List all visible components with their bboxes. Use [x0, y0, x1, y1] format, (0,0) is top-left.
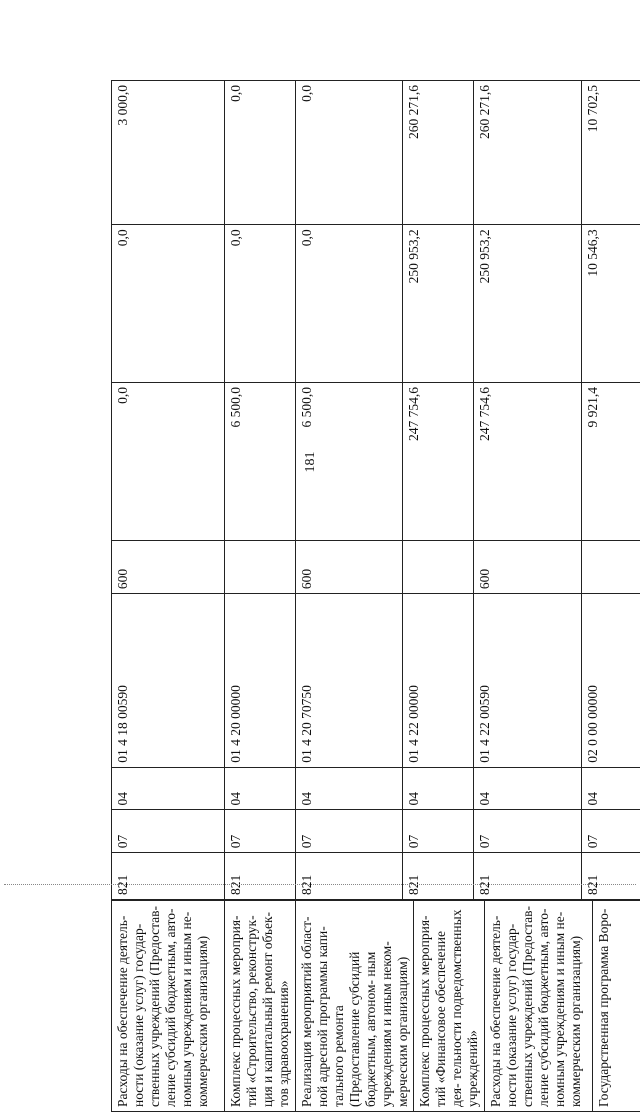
amount-year2-cell: 10 546,3	[582, 225, 640, 383]
target-article-cell: 01 4 20 00000	[225, 594, 296, 768]
target-article-cell: 01 4 22 00000	[403, 594, 474, 768]
amount-year2-cell: 250 953,2	[474, 225, 582, 383]
amount-year1-cell: 0,0	[112, 383, 225, 541]
grbs-cell: 821	[225, 853, 296, 900]
subsection-cell: 04	[296, 767, 403, 810]
expense-type-cell	[582, 540, 640, 593]
grbs-cell: 821	[582, 853, 640, 900]
expense-name-cell: Расходы на обеспечение деятель- ности (оказание услуг) государ- ственных учреждений (Предостав- ление субсидий бюджетным, авто- номным учреждениям и иным не- коммерческим организациям)	[485, 901, 593, 1112]
subsection-cell: 04	[582, 767, 640, 810]
subsection-cell: 04	[225, 767, 296, 810]
subsection-cell: 04	[474, 767, 582, 810]
table-row	[474, 81, 582, 900]
expense-name-cell: Реализация мероприятий област- ной адресной программы капи- тального ремонта (Предоставление субсидий бюджетным, автоном- ным учреждениям и иным неком- мерческим организациям)	[296, 901, 414, 1112]
subsection-cell: 04	[403, 767, 474, 810]
amount-year2-cell: 0,0	[296, 225, 403, 383]
subsection-cell: 04	[112, 767, 225, 810]
target-article-cell: 01 4 20 70750	[296, 594, 403, 768]
amount-year3-cell: 10 702,5	[582, 81, 640, 225]
expense-name-cell: Расходы на обеспечение деятель- ности (оказание услуг) государ- ственных учреждений (Предостав- ление субсидий бюджетным, авто- номным учреждениям и иным не- коммерческим организациям)	[112, 901, 225, 1112]
expense-name-cell: Государственная программа Воро-	[593, 901, 640, 1112]
target-article-cell: 01 4 22 00590	[474, 594, 582, 768]
amount-year1-cell: 247 754,6	[474, 383, 582, 541]
table-row	[296, 81, 403, 900]
target-article-cell: 01 4 18 00590	[112, 594, 225, 768]
amount-year3-cell: 0,0	[225, 81, 296, 225]
name-column-table	[111, 900, 640, 1112]
section-cell: 07	[582, 810, 640, 853]
budget-table	[111, 80, 640, 900]
expense-name-cell: Комплекс процессных мероприя- тий «Финансовое обеспечение дея- тельности подведомственных учреждений»	[414, 901, 485, 1112]
amount-year1-cell: 6 500,0	[225, 383, 296, 541]
table-row	[582, 81, 640, 900]
amount-year2-cell: 0,0	[225, 225, 296, 383]
rotated-table-wrapper	[111, 80, 640, 900]
footer-divider	[4, 884, 636, 885]
table-row	[403, 81, 474, 900]
grbs-cell: 821	[403, 853, 474, 900]
amount-year3-cell: 0,0	[296, 81, 403, 225]
table-row	[225, 81, 296, 900]
grbs-cell: 821	[296, 853, 403, 900]
amount-year1-cell: 9 921,4	[582, 383, 640, 541]
expense-type-cell	[225, 540, 296, 593]
amount-year3-cell: 3 000,0	[112, 81, 225, 225]
amount-year1-cell: 6 500,0	[296, 383, 403, 541]
table-row	[112, 81, 225, 900]
section-cell: 07	[403, 810, 474, 853]
amount-year2-cell: 250 953,2	[403, 225, 474, 383]
grbs-cell: 821	[112, 853, 225, 900]
expense-type-cell: 600	[296, 540, 403, 593]
page-number: 181	[303, 452, 319, 473]
section-cell: 07	[225, 810, 296, 853]
amount-year3-cell: 260 271,6	[403, 81, 474, 225]
section-cell: 07	[474, 810, 582, 853]
amount-year3-cell: 260 271,6	[474, 81, 582, 225]
expense-type-cell: 600	[474, 540, 582, 593]
target-article-cell: 02 0 00 00000	[582, 594, 640, 768]
amount-year1-cell: 247 754,6	[403, 383, 474, 541]
section-cell: 07	[296, 810, 403, 853]
expense-type-cell	[403, 540, 474, 593]
amount-year2-cell: 0,0	[112, 225, 225, 383]
expense-name-cell: Комплекс процессных мероприя- тий «Строительство, реконструк- ция и капитальный ремонт объек- тов здравоохранения»	[225, 901, 296, 1112]
section-cell: 07	[112, 810, 225, 853]
expense-type-cell: 600	[112, 540, 225, 593]
grbs-cell: 821	[474, 853, 582, 900]
